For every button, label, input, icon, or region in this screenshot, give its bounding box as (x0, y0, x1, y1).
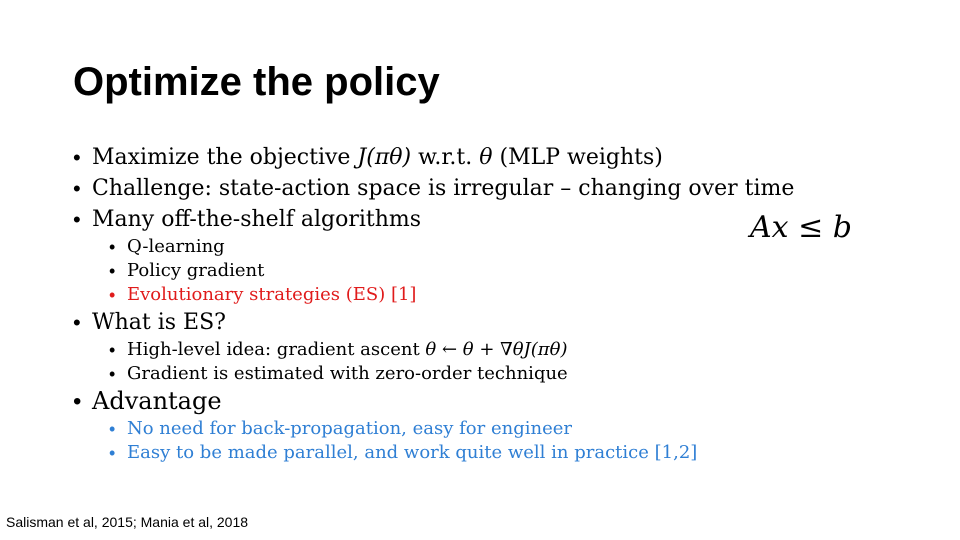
slide-title: Optimize the policy (73, 60, 440, 104)
objective-tail: (MLP weights) (492, 145, 663, 170)
bullet-algorithms: • Many off-the-shelf algorithms (72, 204, 794, 235)
sub-bullet-no-backprop: • No need for back-propagation, easy for engineer (72, 417, 794, 441)
bullet-what-is-es: • What is ES? (72, 307, 794, 338)
citation-footer: Salisman et al, 2015; Mania et al, 2018 (6, 514, 249, 530)
bullet-objective (72, 142, 794, 173)
inequality-equation: Ax ≤ b (750, 210, 852, 245)
bullet-advantage: • Advantage (72, 386, 794, 417)
sub-bullet-high-level-idea (72, 338, 794, 362)
high-level-idea-text: High-level idea: gradient ascent (127, 339, 426, 360)
objective-math: J(πθ) (357, 145, 412, 170)
gradient-ascent-math: θ ← θ + ∇θJ(πθ) (425, 339, 568, 360)
sub-bullet-policy-gradient: • Policy gradient (72, 259, 794, 283)
objective-wrt: w.r.t. (411, 145, 480, 170)
sub-bullet-evolutionary-strategies: • Evolutionary strategies (ES) [1] (72, 283, 794, 307)
objective-text: Maximize the objective (92, 145, 358, 170)
sub-bullet-zero-order: • Gradient is estimated with zero-order technique (72, 362, 794, 386)
sub-bullet-q-learning: • Q-learning (72, 235, 794, 259)
objective-theta: θ (479, 145, 493, 170)
sub-bullet-parallel: • Easy to be made parallel, and work quite well in practice [1,2] (72, 441, 794, 465)
bullet-list (72, 142, 794, 465)
bullet-challenge: • Challenge: state-action space is irregular – changing over time (72, 173, 794, 204)
